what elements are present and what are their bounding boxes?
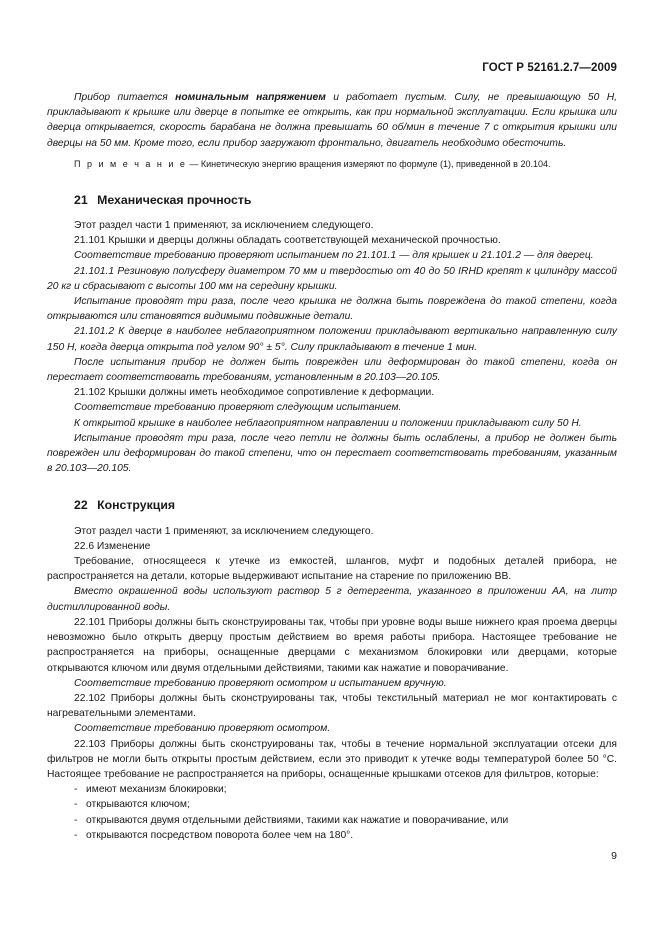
intro-bold-term: номинальным напряжением bbox=[175, 92, 326, 103]
section-21-number: 21 bbox=[74, 192, 88, 207]
note bbox=[47, 157, 617, 171]
list-item bbox=[74, 797, 617, 812]
list-marker: - bbox=[74, 829, 78, 841]
note-label: П р и м е ч а н и е bbox=[74, 158, 187, 169]
intro-paragraph bbox=[47, 90, 617, 151]
paragraph: Испытание проводят три раза, после чего крышка не должна быть повреждена до такой степени, когда открываются или становятся видимыми подвижные детали. bbox=[47, 296, 617, 323]
paragraph: Соответствие требованию проверяют осмотром. bbox=[74, 723, 331, 735]
paragraph: 21.101 Крышки и дверцы должны обладать соответствующей механической прочностью. bbox=[74, 235, 501, 247]
paragraph: К открытой крышке в наиболее неблагоприятном направлении и положении прикладывают силу 50 Н. bbox=[74, 417, 582, 429]
section-21-heading bbox=[74, 193, 617, 208]
list-marker: - bbox=[74, 784, 78, 796]
section-22-list bbox=[47, 782, 617, 843]
list-item bbox=[74, 782, 617, 797]
paragraph: Требование, относящееся к утечке из емкостей, шлангов, муфт и подобных деталей прибора, не распространяется на детали, которые выдерживают испытание на старение по приложению ВВ. bbox=[47, 556, 617, 583]
paragraph: 22.102 Приборы должны быть сконструированы так, чтобы текстильный материал не мог контактировать с нагревательными элементами. bbox=[47, 692, 617, 720]
paragraph: 22.6 Изменение bbox=[74, 540, 151, 552]
paragraph: Соответствие требованию проверяют испытанием по 21.101.1 — для крышек и 21.101.2 — для дверец. bbox=[74, 250, 594, 262]
paragraph: 22.101 Приборы должны быть сконструированы так, чтобы при уровне воды выше нижнего края проема дверцы невозможно было открыть дверцу простым действием во время работы прибора. Настоящее требование не распространяется на приборы, оснащенные дверцами с механизмом блокировки или дверцами, которые открываются ключом или двумя отдельными действиями, такими как нажатие и поворачивание. bbox=[47, 616, 617, 674]
list-marker: - bbox=[74, 814, 78, 826]
section-22-heading bbox=[74, 498, 617, 513]
section-22-title: Конструкция bbox=[97, 498, 176, 513]
paragraph: Этот раздел части 1 применяют, за исключением следующего. bbox=[74, 525, 374, 537]
paragraph: 21.102 Крышки должны иметь необходимое сопротивление к деформации. bbox=[74, 387, 435, 399]
paragraph: 21.101.1 Резиновую полусферу диаметром 70 мм и твердостью от 40 до 50 IRHD крепят к цилиндру массой 20 кг и сбрасывают с высоты 100 мм на середину крышки. bbox=[47, 265, 617, 292]
section-22-body bbox=[47, 524, 617, 782]
paragraph: Вместо окрашенной воды используют раствор 5 г детергента, указанного в приложении АА, на литр дистиллированной воды. bbox=[47, 586, 617, 613]
paragraph: Соответствие требованию проверяют следующим испытанием. bbox=[74, 402, 402, 414]
section-22-number: 22 bbox=[74, 498, 88, 513]
section-21-body bbox=[47, 218, 617, 476]
paragraph: Испытание проводят три раза, после чего петли не должны быть ослаблены, а прибор не должен быть поврежден или деформирован до такой степени, что он перестает соответствовать требованиям, указанным в 20.103—20.105. bbox=[47, 432, 617, 475]
paragraph: После испытания прибор не должен быть поврежден или деформирован до такой степени, когда он перестает соответствовать требованиям, установленным в 20.103—20.105. bbox=[47, 356, 617, 384]
document-code: ГОСТ Р 52161.2.7—2009 bbox=[482, 62, 617, 74]
paragraph: 22.103 Приборы должны быть сконструированы так, чтобы в течение нормальной эксплуатации отсеки для фильтров не могли быть открыты простым действием, если это приводит к утечке воды температурой более 50 °С. Настоящее требование не распространяется на приборы, оснащенные крышками отсеков для фильтров, которые: bbox=[47, 738, 617, 780]
note-text: — Кинетическую энергию вращения измеряют по формуле (1), приведенной в 20.104. bbox=[186, 158, 551, 169]
document-body bbox=[47, 90, 617, 843]
list-item bbox=[74, 828, 617, 843]
paragraph: Этот раздел части 1 применяют, за исключением следующего. bbox=[74, 220, 374, 232]
intro-text-start: Прибор питается bbox=[74, 92, 176, 103]
list-item-text: открываются посредством поворота более чем на 180°. bbox=[86, 829, 354, 841]
list-item-text: открываются ключом; bbox=[86, 799, 190, 811]
paragraph: Соответствие требованию проверяют осмотром и испытанием вручную. bbox=[74, 677, 447, 689]
list-item-text: имеют механизм блокировки; bbox=[86, 784, 227, 796]
list-marker: - bbox=[74, 799, 78, 811]
list-item bbox=[74, 813, 617, 828]
page-number: 9 bbox=[611, 850, 617, 862]
paragraph: 21.101.2 К дверце в наиболее неблагоприятном положении прикладывают вертикально направленную силу 150 Н, когда дверца открыта под углом 90° ± 5°. Силу прикладывают в течение 1 мин. bbox=[47, 326, 617, 353]
list-item-text: открываются двумя отдельными действиями, такими как нажатие и поворачивание, или bbox=[86, 814, 509, 826]
intro-text-end: и работает пустым. Силу, не превышающую 50 Н, прикладывают к крышке или дверце в попытке ее открыть, как при нормальной эксплуатации. Если крышка или дверца открывается, скорость барабана не должна превышать 60 об/мин в течение 7 с открытия крышки или дверцы на 50 мм. Кроме того, если прибор загружают фронтально, двигатель необходимо обесточить. bbox=[47, 92, 618, 149]
section-21-title: Механическая прочность bbox=[97, 192, 252, 207]
